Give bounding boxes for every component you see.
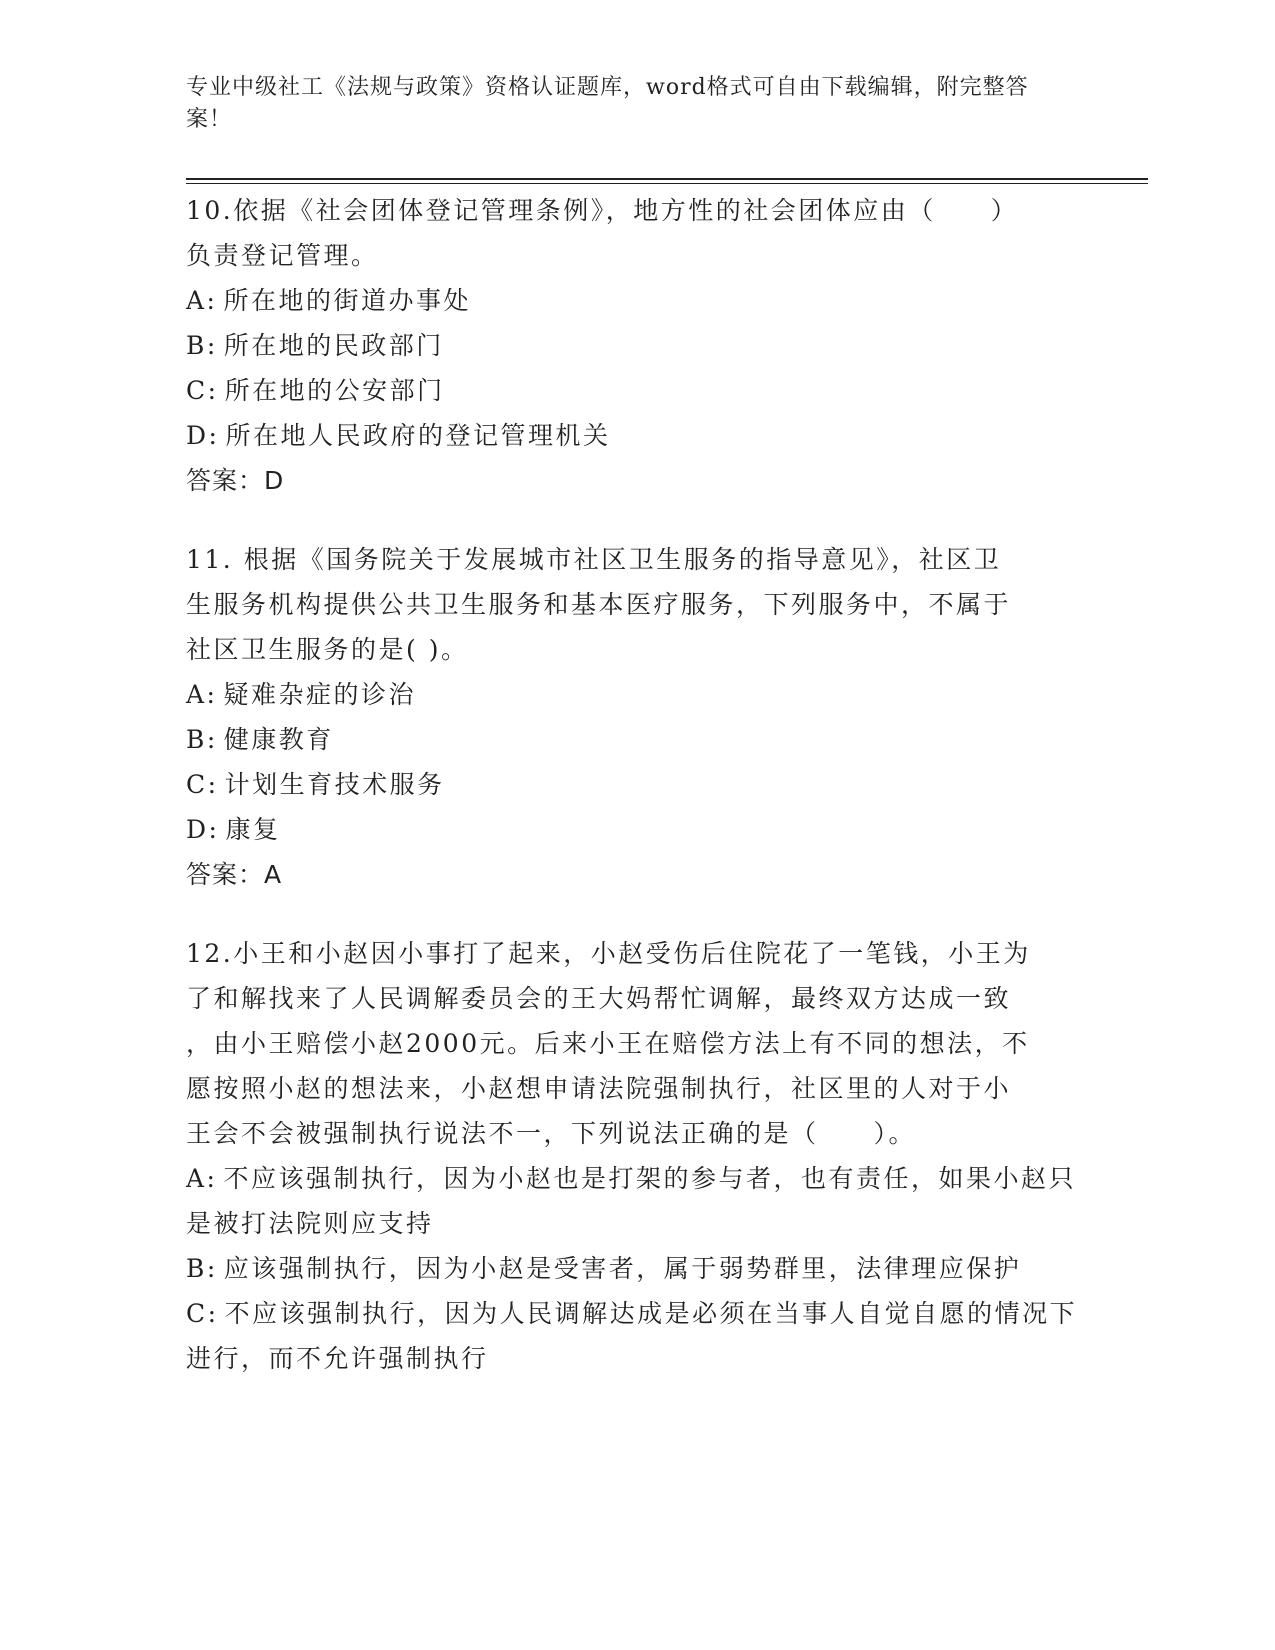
option-text: 不应该强制执行，因为人民调解达成是必须在当事人自觉自愿的情况下进行，而不允许强制执行	[186, 1299, 1078, 1373]
option-text: 健康教育	[223, 725, 334, 754]
option-b	[186, 1246, 1086, 1291]
answer-line: 答案：A	[186, 860, 283, 889]
option-letter: C:	[186, 376, 219, 405]
option-letter: B:	[186, 331, 218, 360]
question-11	[186, 537, 1086, 897]
option-letter: B:	[186, 1254, 218, 1283]
option-c	[186, 762, 1086, 807]
option-text: 计划生育技术服务	[224, 770, 445, 799]
option-b	[186, 717, 1086, 762]
question-stem: 11. 根据《国务院关于发展城市社区卫生服务的指导意见》，社区卫 生服务机构提供公共卫生服务和基本医疗服务，下列服务中，不属于 社区卫生服务的是( )。	[186, 545, 1012, 664]
question-12	[186, 931, 1086, 1381]
option-letter: A:	[186, 286, 218, 315]
document-header: 专业中级社工《法规与政策》资格认证题库，word格式可自由下载编辑，附完整答案！	[186, 75, 1029, 132]
option-text: 所在地的公安部门	[224, 376, 445, 405]
option-letter: D:	[186, 815, 220, 844]
answer-line: 答案：D	[186, 466, 285, 495]
option-letter: D:	[186, 421, 220, 450]
option-text: 不应该强制执行，因为小赵也是打架的参与者，也有责任，如果小赵只是被打法院则应支持	[186, 1164, 1076, 1238]
option-b	[186, 323, 1086, 368]
option-a	[186, 278, 1086, 323]
option-text: 所在地的街道办事处	[223, 286, 471, 315]
option-text: 康复	[225, 815, 281, 844]
question-stem: 10.依据《社会团体登记管理条例》，地方性的社会团体应由（ ） 负责登记管理。	[186, 196, 1019, 270]
option-text: 所在地人民政府的登记管理机关	[225, 421, 611, 450]
option-text: 应该强制执行，因为小赵是受害者，属于弱势群里，法律理应保护	[223, 1254, 1022, 1283]
header-rule-thin	[186, 183, 1148, 184]
option-a	[186, 672, 1086, 717]
option-d	[186, 807, 1086, 852]
option-letter: B:	[186, 725, 218, 754]
option-text: 疑难杂症的诊治	[223, 680, 416, 709]
option-c	[186, 1291, 1086, 1381]
option-letter: C:	[186, 770, 219, 799]
option-d	[186, 413, 1086, 458]
option-letter: C:	[186, 1299, 219, 1328]
option-letter: A:	[186, 1164, 218, 1193]
option-letter: A:	[186, 680, 218, 709]
question-stem: 12.小王和小赵因小事打了起来，小赵受伤后住院花了一笔钱，小王为 了和解找来了人民调解委员会的王大妈帮忙调解，最终双方达成一致 ，由小王赔偿小赵2000元。后来小王在赔偿方法上有不同的想法，不 愿按照小赵的想法来，小赵想申请法院强制执行，社区里的人对于小 王会不会被强制执行说法不一，下列说法正确的是（ ）。	[186, 939, 1031, 1148]
option-text: 所在地的民政部门	[223, 331, 444, 360]
option-c	[186, 368, 1086, 413]
question-10	[186, 188, 1086, 503]
option-a	[186, 1156, 1086, 1246]
question-list	[186, 188, 1086, 1415]
header-rule-thick	[186, 178, 1148, 180]
